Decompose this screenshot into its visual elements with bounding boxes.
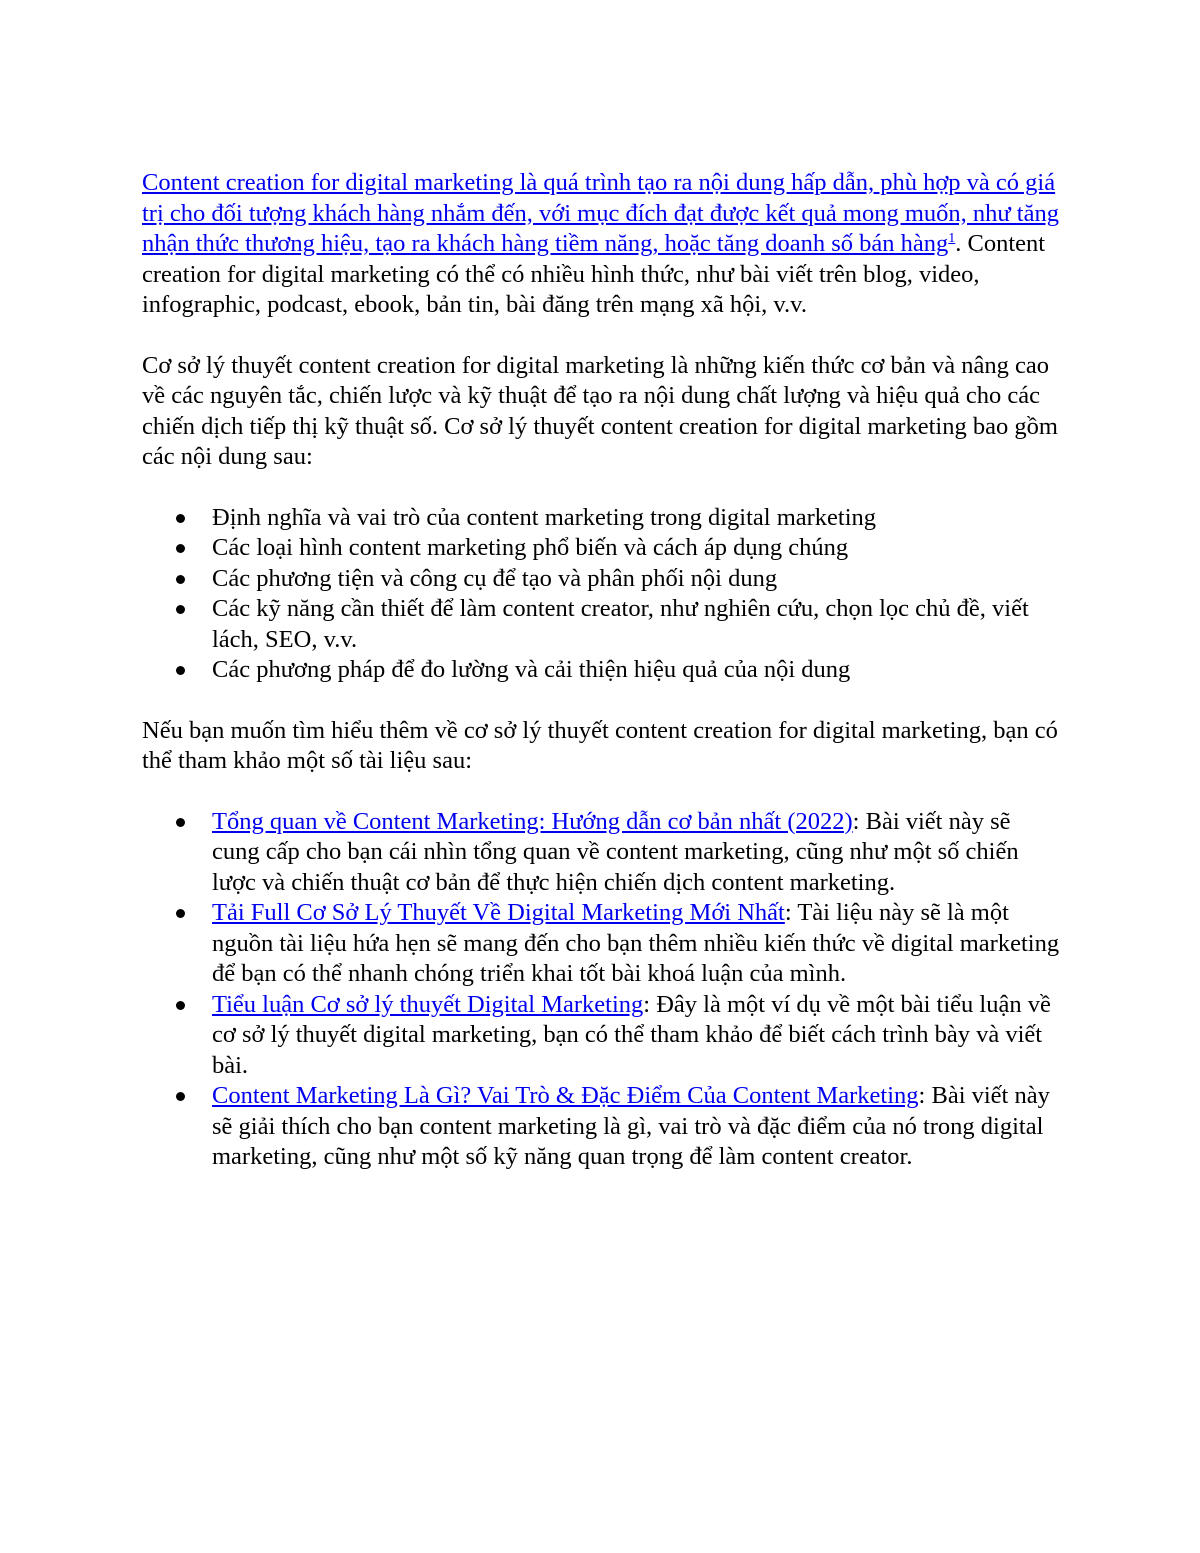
reference-link[interactable]: Tổng quan về Content Marketing: Hướng dẫn cơ bản nhất (2022) bbox=[212, 807, 853, 835]
bullet-icon bbox=[176, 909, 185, 918]
list-item bbox=[142, 503, 1062, 534]
footnote-link[interactable]: 1 bbox=[948, 230, 956, 246]
bullet-icon bbox=[176, 1001, 185, 1010]
list-item-text: Các kỹ năng cần thiết để làm content creator, như nghiên cứu, chọn lọc chủ đề, viết lách, SEO, v.v. bbox=[212, 595, 1029, 653]
reference-item bbox=[142, 898, 1062, 990]
reference-link[interactable]: Tải Full Cơ Sở Lý Thuyết Về Digital Marketing Mới Nhất bbox=[212, 899, 785, 926]
list-item bbox=[142, 594, 1062, 655]
list-item bbox=[142, 655, 1062, 686]
list-item-text: Các phương pháp để đo lường và cải thiện hiệu quả của nội dung bbox=[212, 656, 851, 683]
bullet-icon bbox=[176, 605, 185, 614]
reference-description: : Đây là một ví dụ về một bài tiểu luận về cơ sở lý thuyết digital marketing, bạn có thể tham khảo để biết cách trình bày và viết bài. bbox=[212, 990, 1051, 1079]
bullet-icon bbox=[176, 544, 185, 553]
bullet-icon bbox=[176, 666, 185, 675]
intro-link[interactable]: Content creation for digital marketing là quá trình tạo ra nội dung hấp dẫn, phù hợp và có giá trị cho đối tượng khách hàng nhắm đến, với mục đích đạt được kết quả mong muốn, như tăng nhận thức thương hiệu, tạo ra khách hàng tiềm năng, hoặc tăng doanh số bán hàng bbox=[142, 169, 1059, 257]
intro-rest-text: . Content creation for digital marketing có thể có nhiều hình thức, như bài viết trên blog, video, infographic, podcast, ebook, bản tin, bài đăng trên mạng xã hội, v.v. bbox=[142, 230, 1046, 318]
list-item-text: Các loại hình content marketing phổ biến và cách áp dụng chúng bbox=[212, 534, 849, 561]
bullet-icon bbox=[176, 514, 185, 523]
reference-item bbox=[142, 990, 1062, 1082]
references-list bbox=[142, 807, 1062, 1173]
document-page bbox=[142, 168, 1062, 1203]
bullet-icon bbox=[176, 575, 185, 584]
reference-description: : Bài viết này sẽ cung cấp cho bạn cái nhìn tổng quan về content marketing, cũng như một số chiến lược và chiến thuật cơ bản để thực hiện chiến dịch content marketing. bbox=[212, 807, 1019, 896]
intro-paragraph bbox=[142, 168, 1062, 321]
references-intro-paragraph: Nếu bạn muốn tìm hiểu thêm về cơ sở lý thuyết content creation for digital marketing, bạn có thể tham khảo một số tài liệu sau: bbox=[142, 716, 1058, 774]
list-item bbox=[142, 533, 1062, 564]
reference-item bbox=[142, 807, 1062, 899]
bullet-icon bbox=[176, 1092, 185, 1101]
theory-paragraph: Cơ sở lý thuyết content creation for digital marketing là những kiến thức cơ bản và nâng cao về các nguyên tắc, chiến lược và kỹ thuật để tạo ra nội dung chất lượng và hiệu quả cho các chiến dịch tiếp thị kỹ thuật số. Cơ sở lý thuyết content creation for digital marketing bao gồm các nội dung sau: bbox=[142, 351, 1058, 470]
list-item-text: Định nghĩa và vai trò của content marketing trong digital marketing bbox=[212, 503, 877, 531]
reference-item bbox=[142, 1081, 1062, 1173]
topics-list bbox=[142, 503, 1062, 686]
reference-link[interactable]: Content Marketing Là Gì? Vai Trò & Đặc Điểm Của Content Marketing bbox=[212, 1082, 919, 1109]
list-item bbox=[142, 564, 1062, 595]
bullet-icon bbox=[176, 818, 185, 827]
reference-description: : Bài viết này sẽ giải thích cho bạn content marketing là gì, vai trò và đặc điểm của nó trong digital marketing, cũng như một số kỹ năng quan trọng để làm content creator. bbox=[212, 1082, 1050, 1170]
reference-link[interactable]: Tiểu luận Cơ sở lý thuyết Digital Marketing bbox=[212, 990, 644, 1018]
list-item-text: Các phương tiện và công cụ để tạo và phân phối nội dung bbox=[212, 564, 778, 592]
reference-description: : Tài liệu này sẽ là một nguồn tài liệu hứa hẹn sẽ mang đến cho bạn thêm nhiều kiến thức về digital marketing để bạn có thể nhanh chóng triển khai tốt bài khoá luận của mình. bbox=[212, 899, 1060, 987]
